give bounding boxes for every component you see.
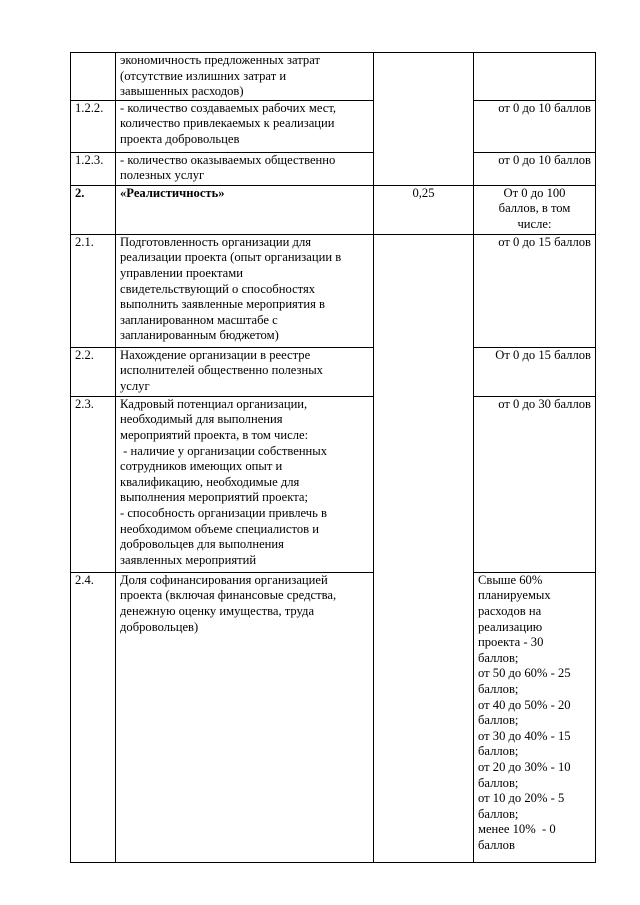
- weight-cell: [374, 234, 474, 862]
- score-text-line: расходов на: [478, 603, 542, 618]
- criterion-text-line: исполнителей общественно полезных: [120, 363, 323, 378]
- criterion-text-line: - наличие у организации собственных: [120, 443, 328, 458]
- criterion-text-line: необходимый для выполнения: [120, 412, 283, 427]
- table-row: [71, 185, 596, 234]
- score-text-line: баллов;: [478, 650, 519, 665]
- score-cell: [474, 396, 596, 572]
- score-text-line: баллов;: [478, 681, 519, 696]
- criterion-text-line: запланированным бюджетом): [120, 328, 279, 343]
- score-text-line: от 50 до 60% - 25: [478, 666, 571, 681]
- criterion-text-line: - количество оказываемых общественно: [120, 152, 336, 167]
- score-text-line: проекта - 30: [478, 635, 544, 650]
- criterion-text-line: сотрудников имеющих опыт и: [120, 459, 283, 474]
- row-number-cell: 1.2.3.: [71, 152, 116, 185]
- table-row: [71, 572, 596, 862]
- score-text-line: баллов;: [478, 806, 519, 821]
- score-text-line: баллов;: [478, 713, 519, 728]
- criterion-text-line: - количество создаваемых рабочих мест,: [120, 100, 337, 115]
- score-text-line: от 0 до 10 баллов: [498, 100, 591, 115]
- score-text-line: планируемых: [478, 588, 551, 603]
- table-row: [71, 234, 596, 347]
- criterion-text-line: Доля софинансирования организацией: [120, 572, 328, 587]
- score-cell: [474, 347, 596, 396]
- criterion-text-line: запланированном масштабе с: [120, 312, 278, 327]
- criteria-table: [70, 52, 596, 863]
- criterion-text-line: необходимом объеме специалистов и: [120, 521, 319, 536]
- score-text-line: от 0 до 15 баллов: [498, 234, 591, 249]
- criterion-text-line: проекта добровольцев: [120, 131, 240, 146]
- criterion-text-line: заявленных мероприятий: [120, 552, 257, 567]
- score-text-line: реализацию: [478, 619, 543, 634]
- row-number-cell: 2.4.: [71, 572, 116, 862]
- table-row: [71, 53, 596, 101]
- criterion-text-line: выполнить заявленные мероприятия в: [120, 297, 325, 312]
- criterion-cell: [116, 185, 374, 234]
- criterion-text-line: мероприятий проекта, в том числе:: [120, 427, 309, 442]
- score-text-line: от 40 до 50% - 20: [478, 697, 571, 712]
- score-cell: [474, 152, 596, 185]
- score-text-line: баллов, в том: [498, 201, 571, 216]
- score-text-line: от 0 до 30 баллов: [498, 396, 591, 411]
- criterion-cell: [116, 100, 374, 152]
- table-row: [71, 347, 596, 396]
- score-cell: [474, 53, 596, 101]
- row-number-cell: 1.2.2.: [71, 100, 116, 152]
- criterion-text-line: управлении проектами: [120, 265, 243, 280]
- criterion-text-line: количество привлекаемых к реализации: [120, 116, 335, 131]
- criterion-text-line: Нахождение организации в реестре: [120, 347, 311, 362]
- criterion-cell: [116, 572, 374, 862]
- table-row: [71, 396, 596, 572]
- criterion-text-line: проекта (включая финансовые средства,: [120, 588, 337, 603]
- score-text-line: баллов: [478, 837, 515, 852]
- criterion-text-line: услуг: [120, 378, 150, 393]
- criterion-cell: [116, 347, 374, 396]
- score-text-line: От 0 до 15 баллов: [495, 347, 591, 362]
- row-number-cell: 2.3.: [71, 396, 116, 572]
- score-text-line: от 0 до 10 баллов: [498, 152, 591, 167]
- score-cell: [474, 234, 596, 347]
- criterion-cell: [116, 53, 374, 101]
- criterion-text-line: добровольцев для выполнения: [120, 537, 284, 552]
- row-number-cell: 2.1.: [71, 234, 116, 347]
- table-row: [71, 100, 596, 152]
- criterion-text-line: (отсутствие излишних затрат и: [120, 68, 287, 83]
- criterion-text-line: полезных услуг: [120, 168, 205, 183]
- criterion-text-line: Подготовленность организации для: [120, 234, 312, 249]
- score-text-line: от 30 до 40% - 15: [478, 728, 571, 743]
- weight-cell: 0,25: [374, 185, 474, 234]
- score-text-line: От 0 до 100: [503, 185, 566, 200]
- score-text-line: менее 10% - 0: [478, 822, 556, 837]
- criterion-text-line: денежную оценку имущества, труда: [120, 603, 315, 618]
- row-number-cell: 2.: [71, 185, 116, 234]
- score-text-line: баллов;: [478, 744, 519, 759]
- criterion-text-line: Кадровый потенциал организации,: [120, 396, 308, 411]
- score-cell: [474, 100, 596, 152]
- criterion-text-line: - способность организации привлечь в: [120, 505, 327, 520]
- criterion-cell: [116, 396, 374, 572]
- criterion-text-line: экономичность предложенных затрат: [120, 53, 320, 67]
- table-row: [71, 152, 596, 185]
- score-cell: [474, 185, 596, 234]
- criterion-text-line: завышенных расходов): [120, 84, 244, 99]
- criterion-text-line: реализации проекта (опыт организации в: [120, 250, 342, 265]
- section-title: «Реалистичность»: [120, 185, 225, 200]
- score-text-line: от 20 до 30% - 10: [478, 759, 571, 774]
- criterion-text-line: квалификацию, необходимые для: [120, 474, 300, 489]
- score-cell: [474, 572, 596, 862]
- criterion-cell: [116, 152, 374, 185]
- score-text-line: числе:: [517, 216, 552, 231]
- criterion-text-line: добровольцев): [120, 619, 199, 634]
- weight-cell: [374, 53, 474, 186]
- row-number-cell: 2.2.: [71, 347, 116, 396]
- criterion-text-line: выполнения мероприятий проекта;: [120, 490, 308, 505]
- row-number-cell: [71, 53, 116, 101]
- criterion-text-line: свидетельствующий о способностях: [120, 281, 316, 296]
- score-text-line: от 10 до 20% - 5: [478, 791, 565, 806]
- criterion-cell: [116, 234, 374, 347]
- score-text-line: баллов;: [478, 775, 519, 790]
- score-text-line: Свыше 60%: [478, 572, 543, 587]
